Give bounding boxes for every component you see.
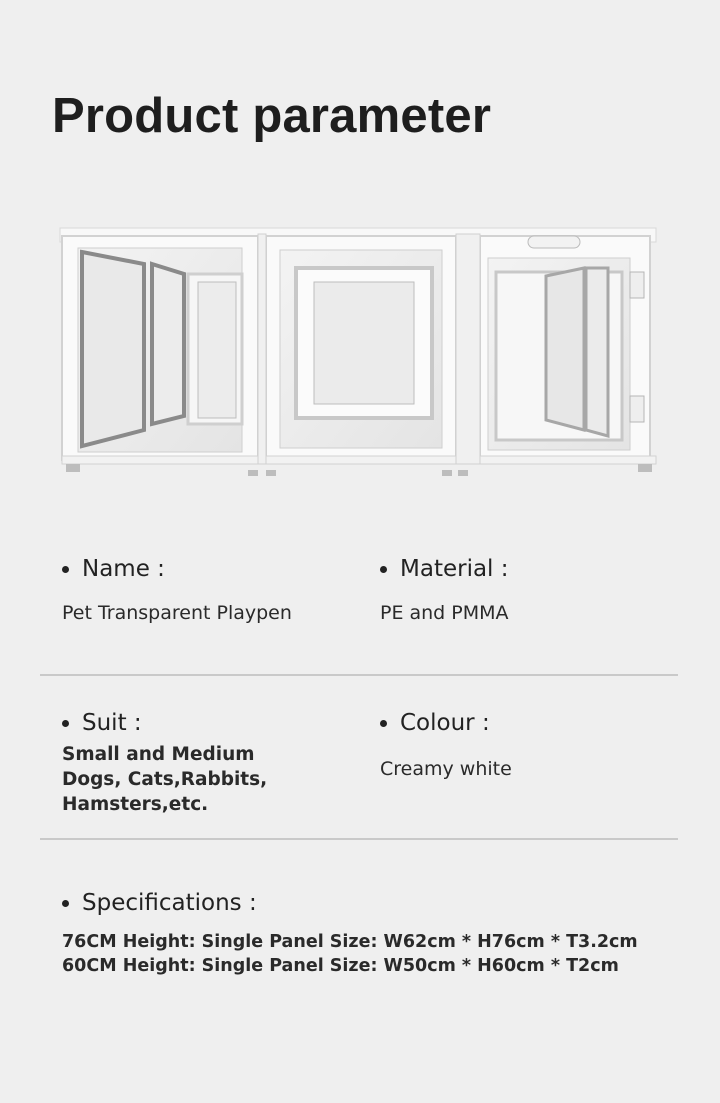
name-label: Name :	[82, 556, 165, 582]
bullet-icon	[380, 566, 387, 573]
bullet-icon	[62, 900, 69, 907]
specifications-value	[62, 930, 638, 978]
playpen-panel-center	[266, 236, 456, 464]
param-colour	[380, 710, 512, 782]
param-material	[380, 556, 509, 626]
name-value: Pet Transparent Playpen	[62, 602, 292, 624]
suit-value	[62, 742, 267, 817]
playpen-panel-left	[62, 236, 258, 464]
param-suit	[62, 710, 267, 817]
bullet-icon	[380, 720, 387, 727]
divider	[40, 838, 678, 840]
specifications-label: Specifications :	[82, 890, 257, 916]
spec-line: 60CM Height: Single Panel Size: W50cm * H60cm * T2cm	[62, 956, 619, 976]
suit-line: Small and Medium	[62, 744, 255, 765]
product-image	[58, 224, 658, 482]
material-label: Material :	[400, 556, 509, 582]
bullet-icon	[62, 720, 69, 727]
bullet-icon	[62, 566, 69, 573]
spec-line: 76CM Height: Single Panel Size: W62cm * H76cm * T3.2cm	[62, 932, 638, 952]
divider	[40, 674, 678, 676]
page-title: Product parameter	[52, 89, 492, 143]
param-name	[62, 556, 292, 626]
material-value: PE and PMMA	[380, 602, 509, 624]
colour-label: Colour :	[400, 710, 490, 736]
colour-value: Creamy white	[380, 758, 512, 780]
suit-line: Dogs, Cats,Rabbits,	[62, 769, 268, 790]
suit-line: Hamsters,etc.	[62, 794, 209, 815]
playpen-panel-right	[480, 236, 656, 464]
param-specifications	[62, 890, 638, 978]
suit-label: Suit :	[82, 710, 142, 736]
